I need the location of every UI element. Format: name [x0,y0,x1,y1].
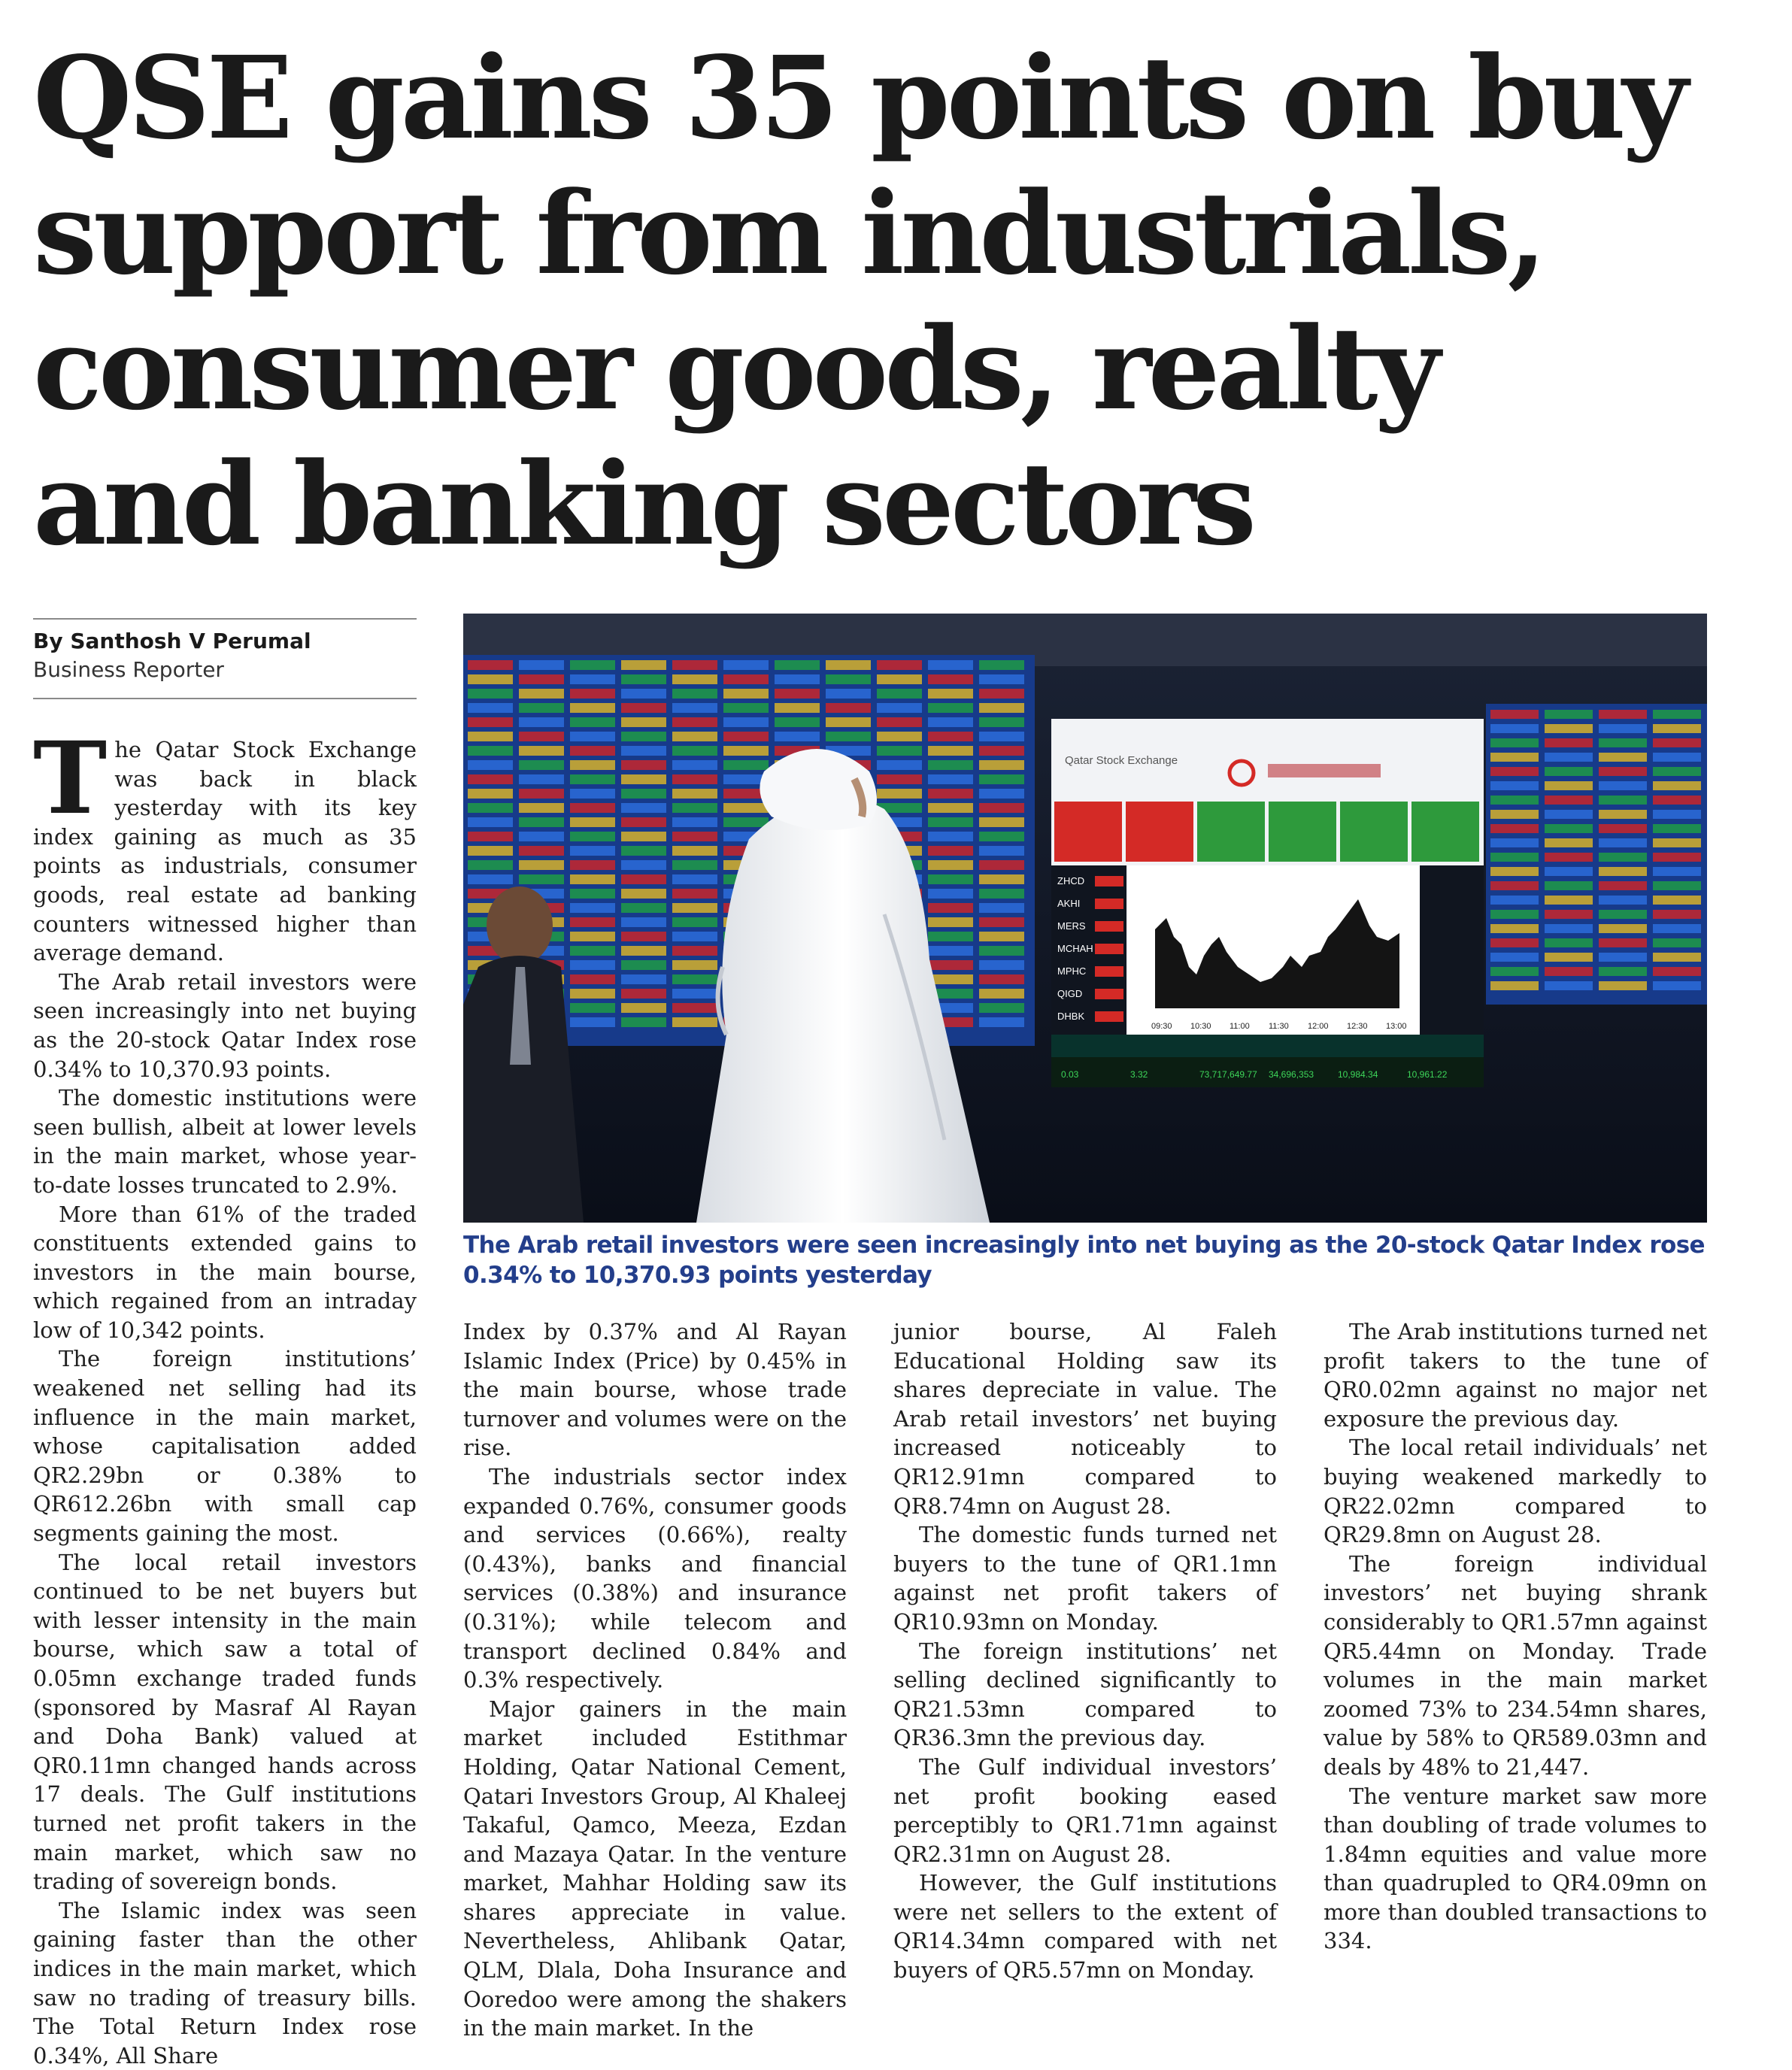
article-column-3 [893,1317,1277,1985]
chart-time-label: 12:00 [1308,1022,1329,1031]
ticker-label: AKHI [1057,898,1081,909]
article-paragraph: The domestic institutions were seen bullish, albeit at lower levels in the main market, whose year-to-date losses truncated to 2.9%. [33,1085,417,1198]
summary-value: 10,984.34 [1338,1069,1378,1080]
central-index-screen [1051,719,1484,1087]
paragraph-text: he Qatar Stock Exchange was back in black yesterday with its key index gaining as much as 35 points as industrials, consumer goods, real estate ad banking counters witnessed higher than average demand. [33,737,417,966]
ticker-label: ZHCD [1057,875,1085,886]
article-paragraph: The local retail investors continued to be net buyers but with lesser intensity in the main bourse, which saw a total of 0.05mn exchange traded funds (sponsored by Masraf Al Rayan and Doha Bank) valued at QR0.11mn changed hands across 17 deals. The Gulf institutions turned net profit takers in the main market, which saw no trading of sovereign bonds. [33,1549,417,1895]
headline-line: QSE gains 35 points on buy [33,31,1685,165]
right-ticker-board [1486,704,1707,1005]
ticker-label: MCHAH [1057,943,1093,954]
headline-line: support from industrials, [33,166,1544,300]
ticker-label: DHBK [1057,1011,1085,1022]
article-paragraph: More than 61% of the traded constituents extended gains to investors in the main bourse, which regained from an intraday low of 10,342 points. [33,1201,417,1343]
article-paragraph: Major gainers in the main market included Estithmar Holding, Qatar National Cement, Qatari Investors Group, Al Khaleej Takaful, Qamco, Meeza, Ezdan and Mazaya Qatar. In the venture market, Mahhar Holding saw its shares appreciate in value. Nevertheless, Ahlibank Qatar, QLM, Dlala, Doha Insurance and Ooredoo were among the shakers in the main market. In the [463,1696,847,2041]
article-paragraph: The industrials sector index expanded 0.76%, consumer goods and services (0.66%), realty (0.43%), banks and financial services (0.38%) and insurance (0.31%); while telecom and transport declined 0.84% and 0.3% respectively. [463,1463,847,1693]
article-paragraph: The Arab institutions turned net profit takers to the tune of QR0.02mn against no major net exposure the previous day. [1324,1319,1707,1432]
article-paragraph: The foreign institutions’ net selling declined significantly to QR21.53mn compared to QR36.3mn the previous day. [893,1638,1277,1751]
byline-top-rule [33,618,417,620]
article-column-2 [463,1317,847,2043]
headline-line: consumer goods, realty [33,302,1437,435]
headline [33,30,1763,571]
ticker-label: MPHC [1057,965,1087,977]
summary-value: 34,696,353 [1269,1069,1314,1080]
article-column-1 [33,720,417,2070]
article-paragraph: The Gulf individual investors’ net profit booking eased perceptibly to QR1.71mn against QR2.31mn on August 28. [893,1753,1277,1867]
article-paragraph: Index by 0.37% and Al Rayan Islamic Index (Price) by 0.45% in the main bourse, whose trade turnover and volumes were on the rise. [463,1319,847,1461]
article-paragraph [33,720,417,968]
news-photo [463,614,1707,1223]
byline-author: By Santhosh V Perumal [33,629,311,653]
summary-value: 3.32 [1130,1069,1148,1080]
chart-time-label: 11:00 [1230,1022,1250,1031]
article-paragraph: The local retail individuals’ net buying weakened markedly to QR22.02mn compared to QR29.8mn on August 28. [1324,1435,1707,1548]
byline-role: Business Reporter [33,657,224,682]
article-paragraph: The foreign individual investors’ net buying shrank considerably to QR1.57mn against QR5.44mn on Monday. Trade volumes in the main market zoomed 73% to 234.54mn shares, value by 58% to QR589.03mn and deals by 48% to 21,447. [1324,1550,1707,1780]
ticker-label: QIGD [1057,988,1083,999]
article-column-4 [1324,1317,1707,1956]
article-paragraph: The Arab retail investors were seen increasingly into net buying as the 20-stock Qatar Index rose 0.34% to 10,370.93 points. [33,968,417,1082]
summary-value: 0.03 [1061,1069,1079,1080]
chart-time-label: 09:30 [1151,1022,1172,1031]
article-paragraph: The venture market saw more than doubling of trade volumes to 1.84mn equities and value more than quadrupled to QR4.09mn on more than doubled transactions to 334. [1324,1783,1707,1954]
headline-line: and banking sectors [33,437,1253,571]
drop-cap: T [33,720,108,837]
chart-time-label: 10:30 [1190,1022,1211,1031]
article-paragraph: junior bourse, Al Faleh Educational Holding saw its shares depreciate in value. The Arab retail investors’ net buying increased noticeably to QR12.91mn compared to QR8.74mn on August 28. [893,1319,1277,1519]
ticker-label: MERS [1057,920,1086,932]
summary-value: 10,961.22 [1407,1069,1448,1080]
chart-time-label: 13:00 [1386,1022,1407,1031]
chart-time-label: 12:30 [1347,1022,1368,1031]
byline-bottom-rule [33,698,417,699]
exchange-name: Qatar Stock Exchange [1065,754,1178,767]
article-paragraph: However, the Gulf institutions were net sellers to the extent of QR14.34mn compared with net buyers of QR5.57mn on Monday. [893,1870,1277,1984]
article-paragraph: The Islamic index was seen gaining faster than the other indices in the main market, which saw no trading of treasury bills. The Total Return Index rose 0.34%, All Share [33,1897,417,2068]
summary-value: 73,717,649.77 [1199,1069,1257,1080]
chart-time-label: 11:30 [1269,1022,1289,1031]
photo-caption: The Arab retail investors were seen increasingly into net buying as the 20-stock Qatar Index rose 0.34% to 10,370.93 points yesterday [463,1232,1705,1289]
article-paragraph: The foreign institutions’ weakened net selling had its influence in the main market, whose capitalisation added QR2.29bn or 0.38% to QR612.26bn with small cap segments gaining the most. [33,1346,417,1547]
article-paragraph: The domestic funds turned net buyers to the tune of QR1.1mn against net profit takers of QR10.93mn on Monday. [893,1522,1277,1635]
trading-floor-photo [463,614,1707,1223]
